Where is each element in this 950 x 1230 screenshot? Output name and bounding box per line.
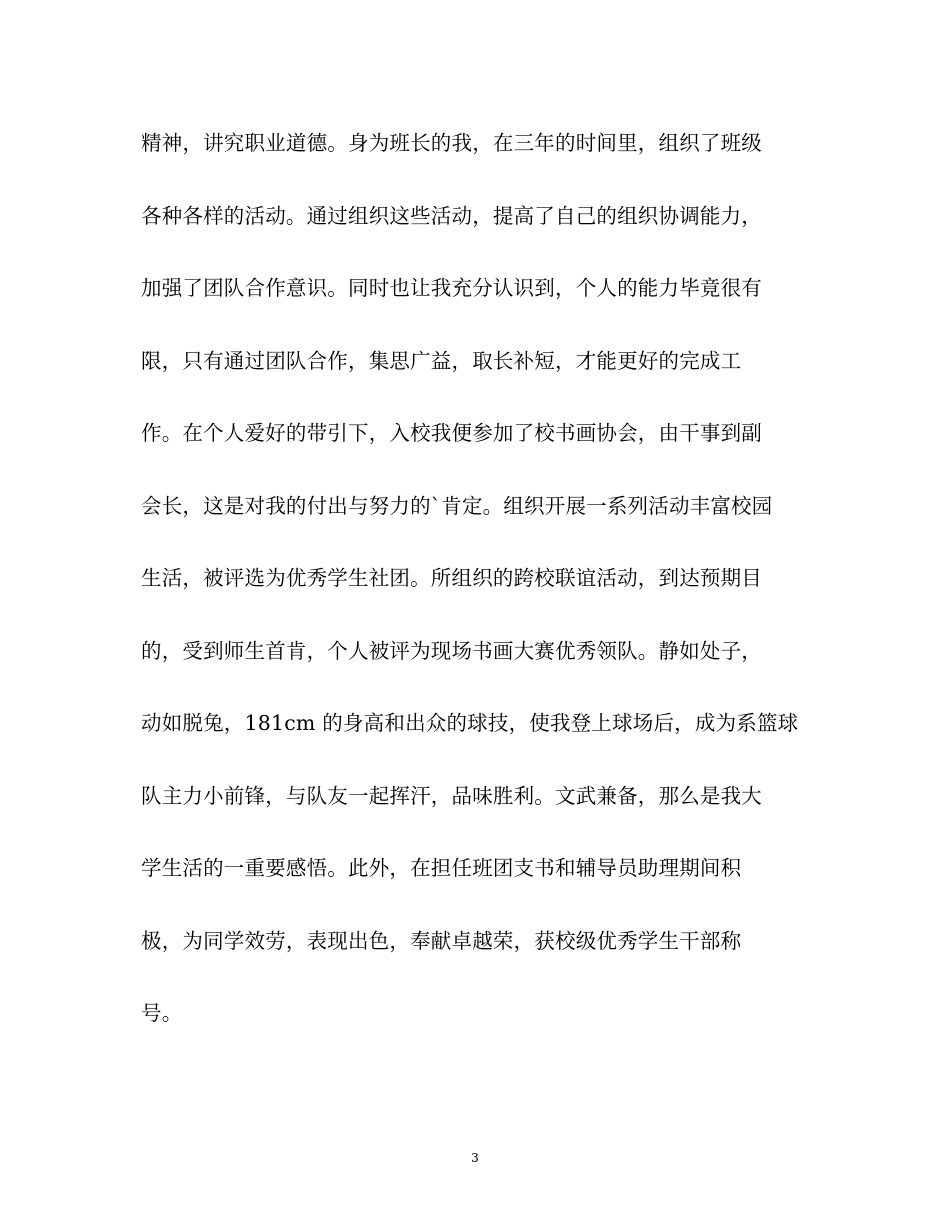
text-line: 的，受到师生首肯，个人被评为现场书画大赛优秀领队。静如处子， xyxy=(141,638,762,663)
text-line: 会长，这是对我的付出与努力的`肯定。组织开展一系列活动丰富校园 xyxy=(141,493,773,518)
text-line: 限，只有通过团队合作，集思广益，取长补短，才能更好的完成工 xyxy=(141,348,742,373)
text-line: 动如脱兔，181cm 的身高和出众的球技，使我登上球场后，成为系篮球 xyxy=(141,711,799,735)
text-line: 作。在个人爱好的带引下，入校我便参加了校书画协会，由干事到副 xyxy=(141,421,762,445)
text-line: 队主力小前锋，与队友一起挥汗，品味胜利。文武兼备，那么是我大 xyxy=(141,783,762,808)
text-line: 号。 xyxy=(141,1001,183,1025)
text-line: 极，为同学效劳，表现出色，奉献卓越荣，获校级优秀学生干部称 xyxy=(141,928,742,953)
text-line: 精神，讲究职业道德。身为班长的我，在三年的时间里，组织了班级 xyxy=(141,131,762,155)
text-line: 学生活的一重要感悟。此外，在担任班团支书和辅导员助理期间积 xyxy=(141,856,742,880)
text-line: 加强了团队合作意识。同时也让我充分认识到，个人的能力毕竟很有 xyxy=(141,276,762,300)
text-line: 生活，被评选为优秀学生社团。所组织的跨校联谊活动，到达预期目 xyxy=(141,566,762,590)
text-line: 各种各样的活动。通过组织这些活动，提高了自己的组织协调能力， xyxy=(141,203,762,228)
page-number: 3 xyxy=(471,1151,479,1165)
body-paragraph xyxy=(141,121,831,1064)
